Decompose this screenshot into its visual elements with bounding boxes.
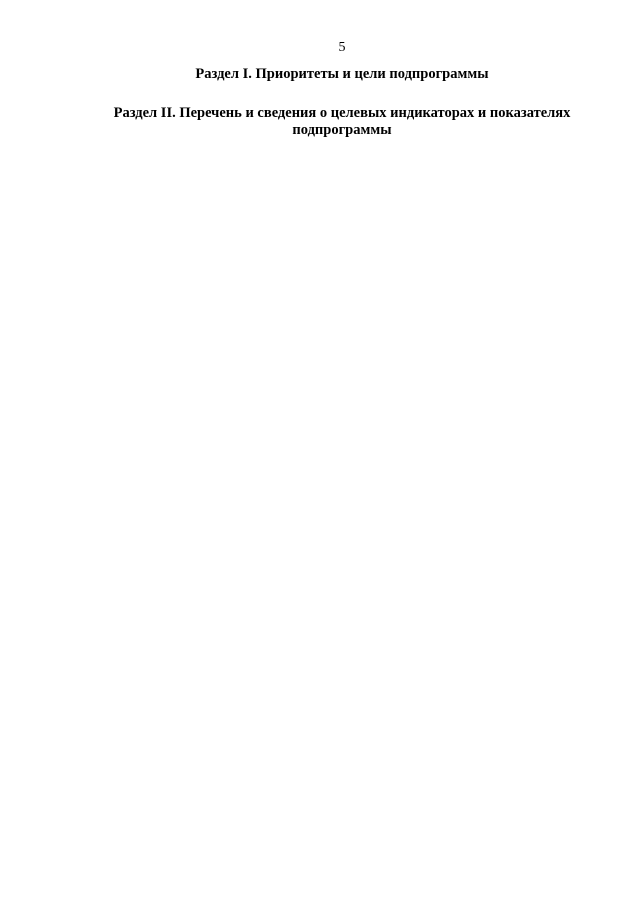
section-1-heading: Раздел I. Приоритеты и цели подпрограммы <box>195 66 489 82</box>
section-2-heading: Раздел II. Перечень и сведения о целевых индикаторах и показателях подпрограммы <box>113 105 571 138</box>
page-number: 5 <box>338 40 346 55</box>
